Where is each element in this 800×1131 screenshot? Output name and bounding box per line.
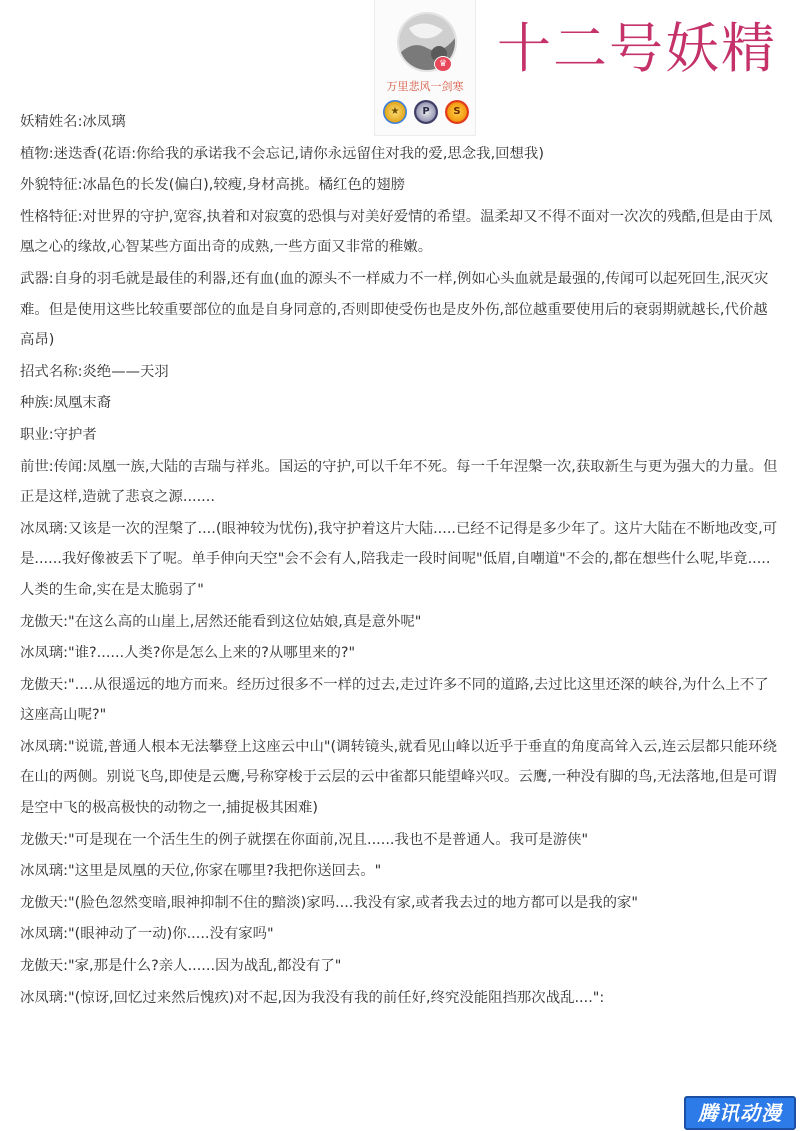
username-link[interactable]: 万里悲风一剑寒 — [386, 80, 464, 93]
vip-badge-icon[interactable]: P — [414, 100, 438, 124]
paragraph: 龙傲天:"(脸色忽然变暗,眼神抑制不住的黯淡)家吗....我没有家,或者我去过的地方都可以是我的家" — [20, 894, 638, 911]
paragraph: 招式名称:炎绝——天羽 — [20, 363, 169, 380]
paragraph: 种族:凤凰末裔 — [20, 395, 112, 412]
paragraph: 妖精姓名:冰凤璃 — [20, 114, 126, 130]
paragraph: 前世:传闻:凤凰一族,大陆的吉瑞与祥兆。国运的守护,可以千年不死。每一千年涅槃一次,获取新生与更为强大的力量。但正是这样,造就了悲哀之源....... — [20, 458, 778, 506]
medal-badge-icon[interactable]: ★ — [383, 100, 407, 124]
shield-badge-icon[interactable]: S — [445, 100, 469, 124]
paragraph: 外貌特征:冰晶色的长发(偏白),较瘦,身材高挑。橘红色的翅膀 — [20, 177, 405, 194]
paragraph: 龙傲天:"可是现在一个活生生的例子就摆在你面前,况且......我也不是普通人。我可是游侠" — [20, 831, 589, 848]
paragraph: 冰凤璃:"(惊讶,回忆过来然后愧疚)对不起,因为我没有我的前任好,终究没能阻挡那次战乱....": — [20, 989, 605, 1006]
page-title: 十二号妖精 — [497, 17, 777, 80]
paragraph: 冰凤璃:"(眼神动了一动)你.....没有家吗" — [20, 926, 274, 943]
paragraph: 龙傲天:"家,那是什么?亲人......因为战乱,都没有了" — [20, 958, 342, 975]
paragraph: 植物:迷迭香(花语:你给我的承诺我不会忘记,请你永远留住对我的爱,思念我,回想我) — [20, 145, 544, 162]
paragraph: 龙傲天:"在这么高的山崖上,居然还能看到这位姑娘,真是意外呢" — [20, 613, 422, 630]
paragraph: 性格特征:对世界的守护,宽容,执着和对寂寞的恐惧与对美好爱情的希望。温柔却又不得不面对一次次的残酷,但是由于凤凰之心的缘故,心智某些方面出奇的成熟,一些方面又非常的稚嫩。 — [20, 208, 773, 256]
paragraph: 武器:自身的羽毛就是最佳的利器,还有血(血的源头不一样威力不一样,例如心头血就是最强的,传闻可以起死回生,泯灭灾难。但是使用这些比较重要部位的血是自身同意的,否则即使受伤也是皮外伤,部位越重要使用后的衰弱期就越长,代价越高昂) — [20, 270, 769, 349]
paragraph: 冰凤璃:"谁?......人类?你是怎么上来的?从哪里来的?" — [20, 645, 356, 662]
paragraph: 冰凤璃:"说谎,普通人根本无法攀登上这座云中山"(调转镜头,就看见山峰以近乎于垂直的角度高耸入云,连云层都只能环绕在山的两侧。别说飞鸟,即使是云鹰,号称穿梭于云层的云中雀都只能望峰兴叹。云鹰,一种没有脚的鸟,无法落地,但是可谓是空中飞的极高极快的动物之一,捕捉极其困难) — [20, 738, 777, 817]
paragraph: 龙傲天:"....从很遥远的地方而来。经历过很多不一样的过去,走过许多不同的道路,去过比这里还深的峡谷,为什么上不了这座高山呢?" — [20, 676, 769, 724]
article-body — [20, 107, 778, 1014]
crown-icon: ♛ — [434, 56, 452, 72]
paragraph: 冰凤璃:又该是一次的涅槃了....(眼神较为忧伤),我守护着这片大陆.....已经不记得是多少年了。这片大陆在不断地改变,可是......我好像被丢下了呢。单手伸向天空"会不会有人,陪我走一段时间呢"低眉,自嘲道"不会的,都在想些什么呢,毕竟.....人类的生命,实在是太脆弱了" — [20, 520, 778, 598]
paragraph: 职业:守护者 — [20, 426, 97, 443]
tencent-comic-watermark: 腾讯动漫 — [684, 1096, 796, 1130]
paragraph: 冰凤璃:"这里是凤凰的天位,你家在哪里?我把你送回去。" — [20, 863, 382, 880]
